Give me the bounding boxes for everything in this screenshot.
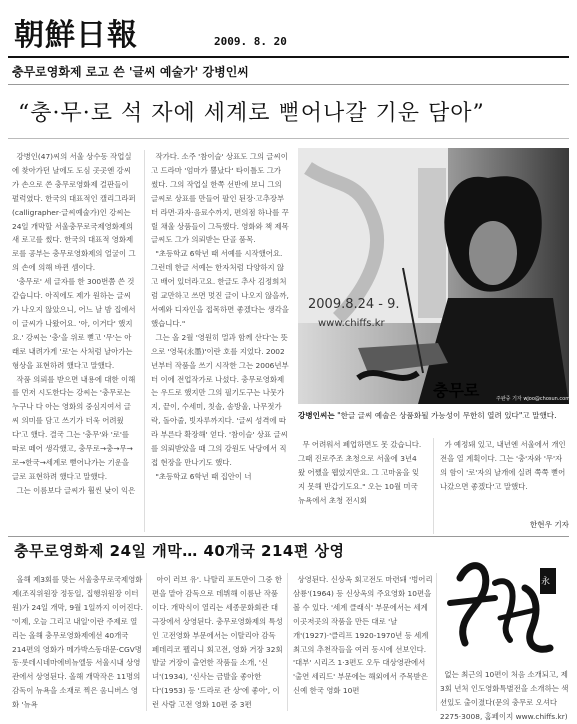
article-paragraph: 그는 이름보다 글씨가 훨씬 낮이 익은	[16, 485, 136, 495]
article-paragraph: 가 예정돼 있고, 내년엔 서울에서 개인전을 열 계획이다. 그는 '충'자와 '무'자의 함이 '로'자의 날개에 실려 쭉쭉 뻗어나갔으면 좋겠다'고 말했다.	[440, 440, 566, 491]
subheadline: 충무로영화제 로고 쓴 '글씨 예술가' 강병인씨	[12, 65, 249, 79]
article-paragraph: 상영된다. 신상옥 회고전도 마련돼 '벙어리 삼룡'(1964) 등 신상옥의 주요영화 10편을 볼 수 있다. '세계 클래식' 부문에서는 세계 이곳저곳의 작품을 만든 대로 '날개'(1927)·'클리프 1920-1970년 등 세계 최고의 추천작들을 여러 동시에 선보인다. '대부' 시리즈 1·3편도 오두 대상영관에서 '출연 세리드' 부문에는 해외에서 주목받은 신예 한국 영화 10편	[293, 575, 433, 696]
caption-name: 강병인씨는	[298, 411, 335, 420]
masthead	[8, 4, 569, 58]
second-article-column-2	[152, 573, 283, 711]
caption-text: "한글 글씨 예술은 상품화될 가능성이 무한히 열려 있다"고 말했다.	[337, 411, 557, 420]
article-paragraph: 그는 올 2월 '영원히 멀과 함께 산다'는 뜻으로 '영묵(永墨)'이란 호를 지었다. 2002년부터 작품을 쓰기 시작한 그는 2006년부터 이에 전업작가로 나섰다. 충무로영화제는 우드로 했지만 그의 필기도구는 나뭇가지, 끝이, 수세미, 칫솔, 솜방울, 나무젓가락, 돌아줄, 빗자루까지다. '글씨 성격에 따라 부른다 확장해' 얻다. '참이슬' 상표 글씨를 의뢰받았을 때 그의 강원도 낙당에서 직접 현장을 만나기도 했다.	[151, 332, 289, 467]
festival-logo	[440, 548, 566, 666]
divider	[8, 138, 569, 139]
poster-date-text: 2009.8.24 - 9.	[308, 297, 400, 312]
byline: 한현우 기자	[529, 520, 569, 529]
column-separator	[436, 573, 437, 711]
second-headline: 충무로영화제 24일 개막… 40개국 214편 상영	[14, 542, 345, 560]
festival-logo-calligraphy	[440, 548, 566, 666]
poster-url-text: www.chiffs.kr	[318, 318, 385, 329]
divider	[8, 84, 569, 85]
article-paragraph: 강병인(47)씨의 서울 상수동 작업실에 찾아가던 날에도 도심 곳곳엔 강씨가 손으로 쓴 충무로영화제 걸판들이 펄럭였다. 한국의 대표적인 캘리그라퍼(calligrapher·글씨예술가)인 강씨는 24일 개막할 서울충무로국제영화제의 새 로고를 썼다. 한국의 대표적 영화제로를 공부는 충무로영화제의 얼굴이 그의 손에 의해 바뀐 셈이다.	[12, 152, 136, 273]
seal-text: 永	[541, 577, 551, 587]
article-paragraph: "초등학교 6학년 때 집안이 너	[155, 471, 252, 481]
article-paragraph: 무 어려워서 폐업하면도 못 갔습니다. 그때 진로주조 초청으로 서울에 3년4 왔 어쨌을 웹었지만요. 그 고마움을 잊지 못해 반갑기도요." 오는 10월 미국 뉴욕에서 초청 전시회	[298, 440, 422, 505]
divider	[8, 536, 569, 537]
photo-logo-text: 충무로	[433, 381, 480, 400]
masthead-title: 朝鮮日報	[14, 18, 138, 53]
article-paragraph: 올해 제3회를 맞는 서울충무로국제영화제(조직위원장 정동일, 집행위원장 이터원)가 24일 개막, 9월 1일까지 이어진다. '이제, 오늘 그리고 내일'이란 주제로 열리는 올해 충무로영화제에선 40개국 214편의 영화가 메가박스동대문·CGV명동·롯데시네마에비뉴엘등 서울시내 상영관에서 상영된다. 올해 개막작은 11명의 감독이 뉴욕을 소재로 찍은 옴니버스 영화 '뉴욕	[12, 575, 143, 710]
column-separator	[146, 573, 147, 711]
article-paragraph: 작가다. 소주 '참이슬' 상표도 그의 글씨이고 드라마 '엄마가 뿔났다' 타이틀도 그가 썼다. 그의 작업실 한쪽 선반에 보니 그의 글씨로 상표를 만들어 팔인 된장·고추장부터 라면·과자·음료수까지, 편의점 하나를 꾸릴 채울 상품들이 그득했다. 영화와 책 제목 글씨도 그가 의뢰받는 단골 품목.	[151, 152, 289, 245]
second-article-column-4	[440, 668, 569, 721]
article-column-1	[12, 150, 136, 532]
article-column-2	[151, 150, 289, 532]
headline: “충·무·로 석 자에 세계로 뻗어나갈 기운 담아”	[18, 101, 485, 126]
article-paragraph: 없는 최근의 10편이 처음 소개되고, 제3회 년처 인도영화특별전을 소개하는 색션있도 출이졌다(문의 충무로 오셔다 2275·3008, 홈페이지 www.chiffs.kr)	[440, 670, 569, 721]
photo-illustration	[298, 148, 569, 404]
column-separator	[433, 438, 434, 534]
photo-credit: 주완중 기자 wjoo@chosun.com	[496, 396, 571, 402]
article-paragraph: 아이 러브 유'. 나탈리 포트만이 그중 한편을 맡아 감독으로 데뷔해 이름난 작품이다. 개막식이 열리는 세종문화회관 대극장에서 상영된다. 충무로영화제의 특성인 고전영화 부문에서는 이탈리아 감독 페데리코 펠리니 회고전, 영화 거장 32회 발굴 거장이 출연한 작품들 소개, '신녀'(1934), '신사는 금발을 좋아한다'(1953) 등 '드라로 관 상'에 좋아', 이런 사람 고전 영화 10편 중 3편	[152, 575, 283, 710]
column-separator	[287, 573, 288, 711]
article-paragraph: '충무로' 세 글자를 한 300번쯤 쓴 것 같습니다. 아직에도 제가 원하는 글씨가 나오지 않았으니, 어느 날 밤 집에서 이 글씨가 나왔어요. '아, 이거다' 했지요.' 강씨는 '충'을 위로 뻗고 '무'는 아래로 내려가게 '로'는 사처럼 날아가는 형상을 표현하려 했다고 말했다.	[12, 277, 136, 370]
second-article-column-3	[293, 573, 433, 711]
second-article-column-1	[12, 573, 143, 711]
masthead-date: 2009. 8. 20	[214, 35, 287, 48]
column-separator	[144, 150, 145, 532]
article-column-3	[298, 438, 426, 534]
photo-caption	[298, 410, 569, 421]
article-paragraph: 작품 의뢰를 받으면 내용에 대한 이해를 먼저 시도한다는 강씨는 '충무로는 누구나 다 아는 영화의 중심지여서 글씨 의미를 담고 쓰기가 더욱 어려웠다'고 했다. 결국 그는 '충무'와 '로'를 따로 떼어 생각했고, 충무로→충→무→로→한국→세계로 뻗어나가는 기운을 글로 표현하려 했다고 말했다.	[12, 374, 136, 481]
article-paragraph: "초등학교 6학년 때 서예를 시작했어요. 그런데 한글 서예는 한자처럼 다양하지 않고 배어 있더라고요. 한글도 추사 김정희처럼 교만하고 쓰면 멋진 글이 나오지 않을까, 서예와 디자인을 접목하면 좋겠다는 생각을 했습니다."	[151, 249, 289, 328]
article-photo	[298, 148, 569, 404]
